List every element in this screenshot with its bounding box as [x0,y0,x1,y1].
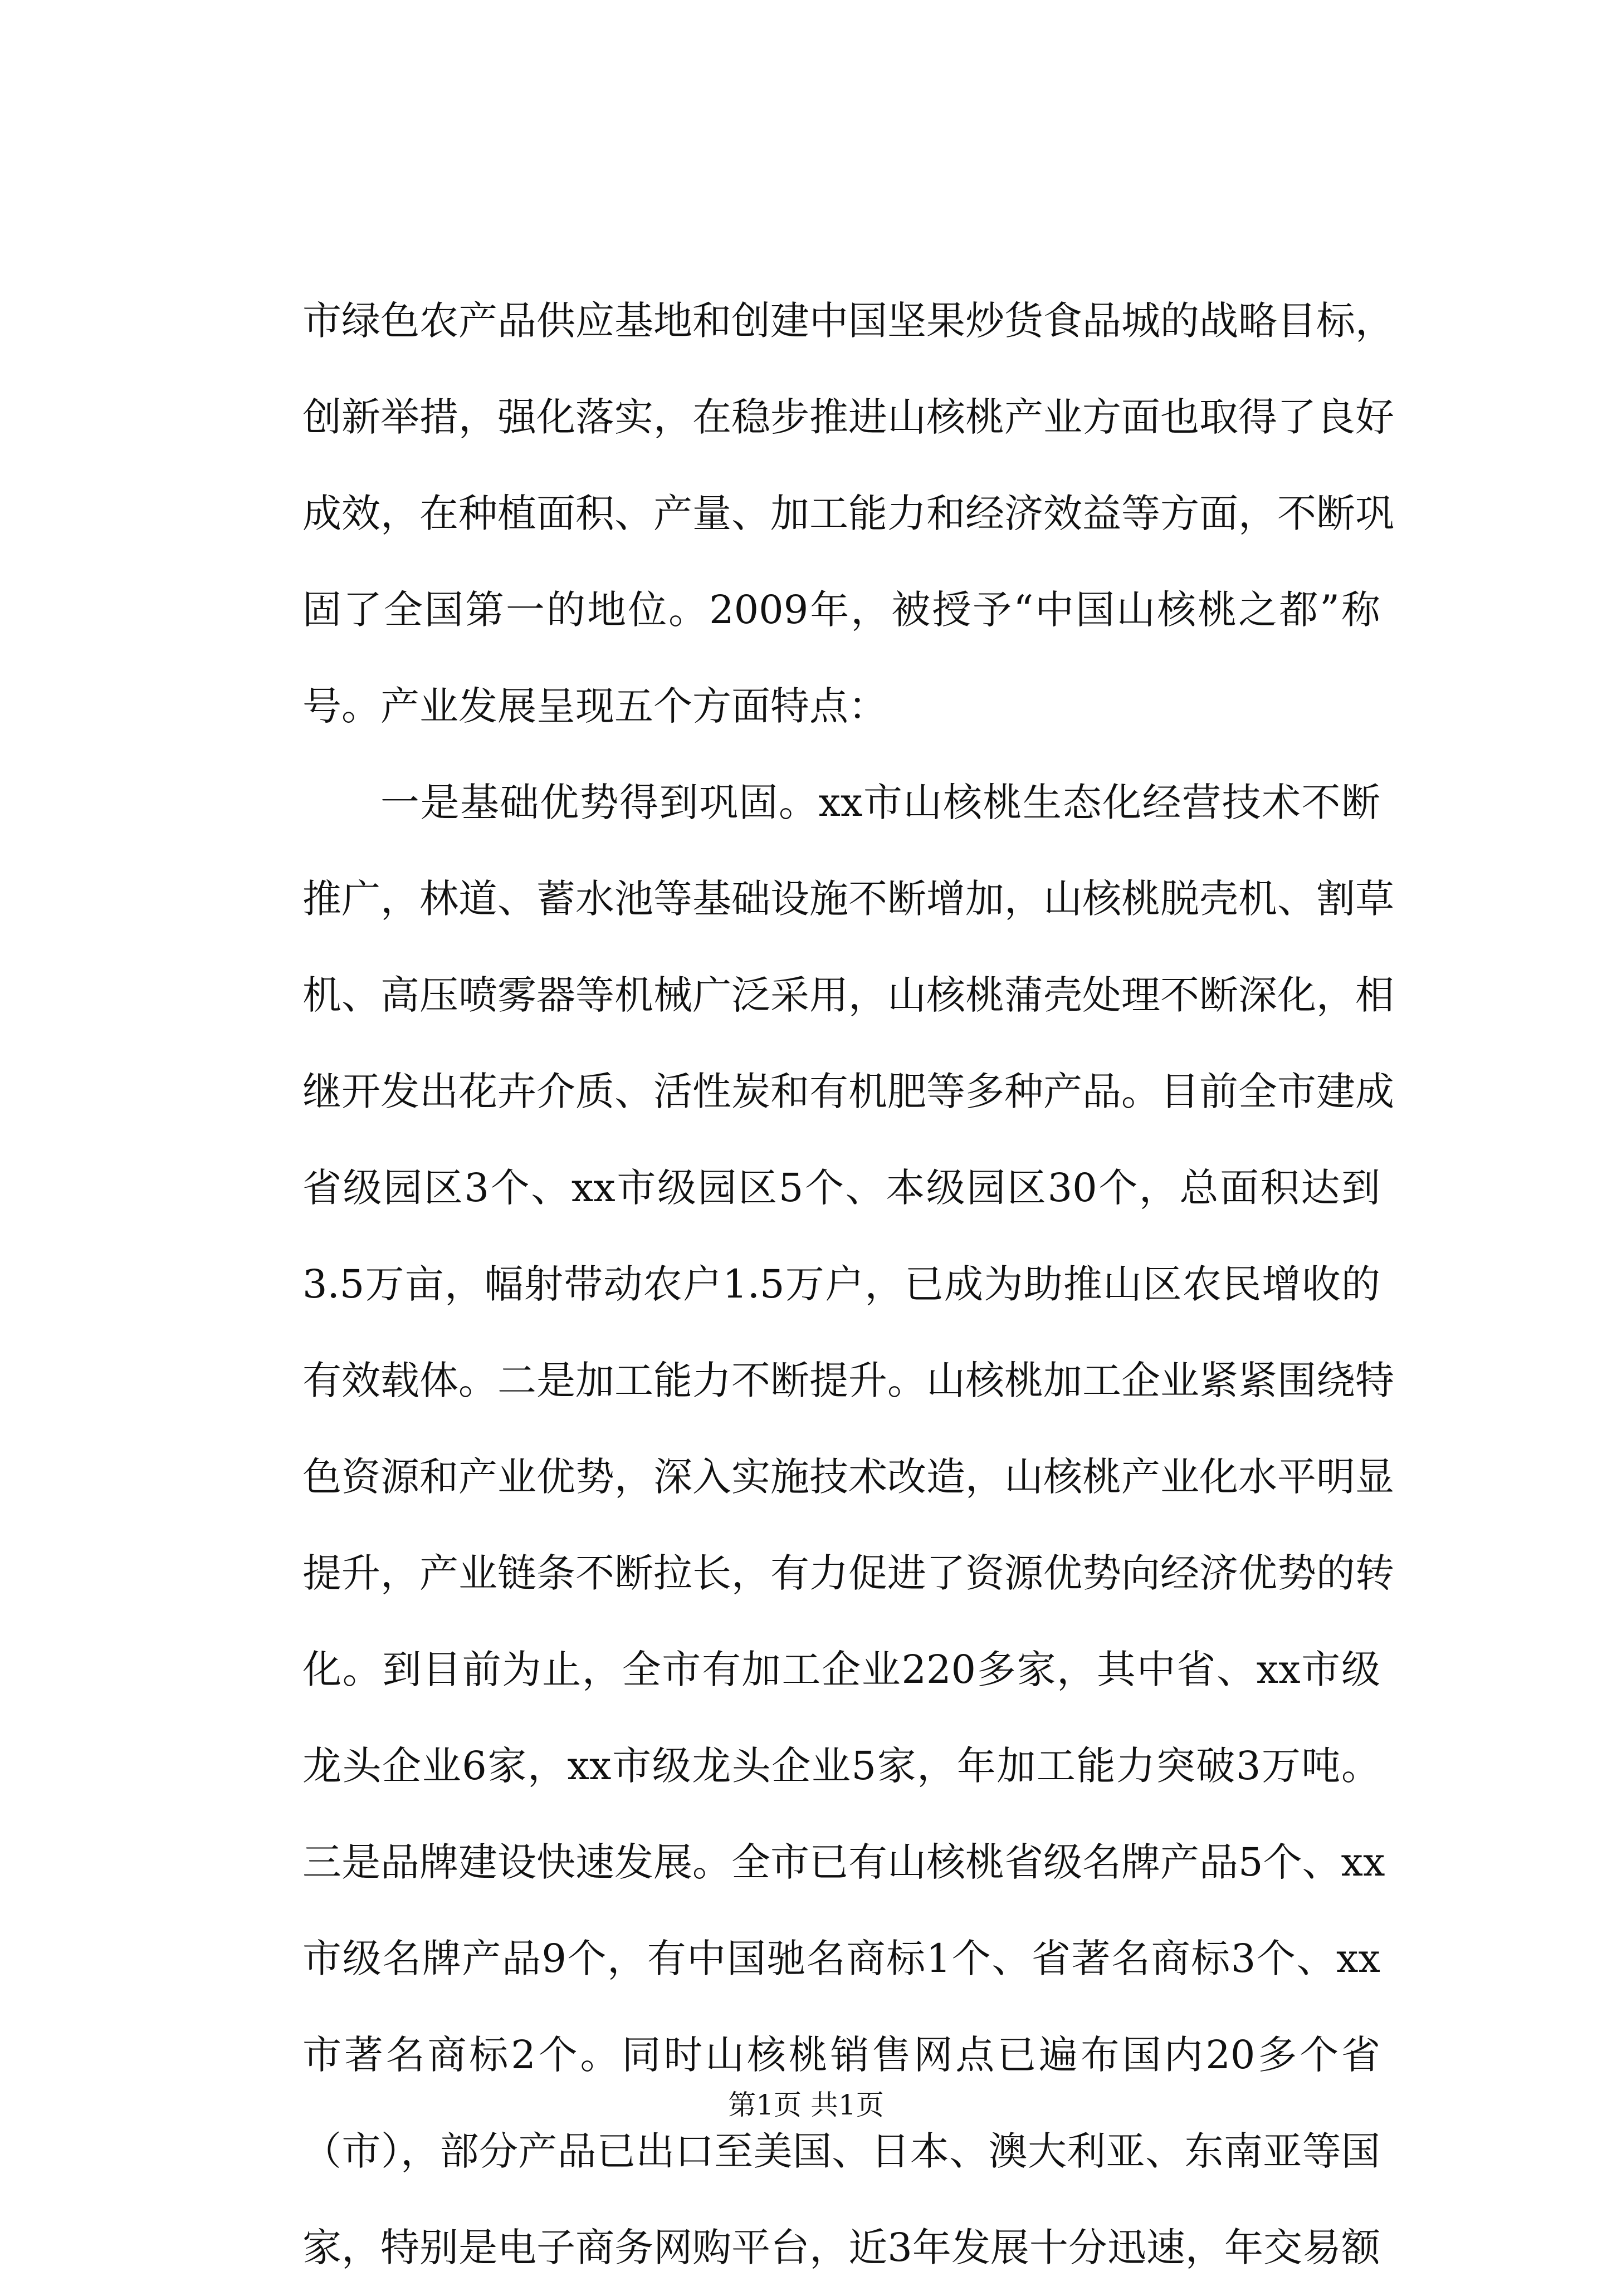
text-line: （市），部分产品已出口至美国、日本、澳大利亚、东南亚等国 [302,2128,1380,2174]
text-line: 家，特别是电子商务网购平台，近3年发展十分迅速，年交易额 [302,2225,1380,2270]
text-line: 市级名牌产品9个，有中国驰名商标1个、省著名商标3个、xx [302,1936,1380,1981]
text-line: 市著名商标2个。同时山核桃销售网点已遍布国内20多个省 [302,2032,1380,2078]
text-line: 机、高压喷雾器等机械广泛采用，山核桃蒲壳处理不断深化，相 [302,972,1394,1018]
text-line: 有效载体。二是加工能力不断提升。山核桃加工企业紧紧围绕特 [302,1358,1394,1403]
text-line: 一是基础优势得到巩固。xx市山核桃生态化经营技术不断 [380,780,1380,825]
text-line: 推广，林道、蓄水池等基础设施不断增加，山核桃脱壳机、割草 [302,876,1394,922]
text-line: 龙头企业6家，xx市级龙头企业5家，年加工能力突破3万吨。 [302,1743,1380,1789]
text-line: 创新举措，强化落实，在稳步推进山核桃产业方面也取得了良好 [302,394,1394,440]
text-line: 色资源和产业优势，深入实施技术改造，山核桃产业化水平明显 [302,1454,1394,1500]
text-line: 三是品牌建设快速发展。全市已有山核桃省级名牌产品5个、xx [302,1839,1385,1885]
page-footer: 第1页 共1页 [728,2089,884,2121]
text-line: 3.5万亩，幅射带动农户1.5万户，已成为助推山区农民增收的 [302,1261,1380,1307]
text-line: 提升，产业链条不断拉长，有力促进了资源优势向经济优势的转 [302,1550,1394,1596]
text-line: 继开发出花卉介质、活性炭和有机肥等多种产品。目前全市建成 [302,1069,1394,1114]
text-line: 化。到目前为止，全市有加工企业220多家，其中省、xx市级 [302,1647,1380,1692]
text-line: 市绿色农产品供应基地和创建中国坚果炒货食品城的战略目标， [302,298,1394,344]
text-line: 号。产业发展呈现五个方面特点： [302,683,887,729]
text-line: 固了全国第一的地位。2009年，被授予“中国山核桃之都”称 [302,587,1380,633]
text-line: 成效，在种植面积、产量、加工能力和经济效益等方面，不断巩 [302,491,1394,536]
text-line: 省级园区3个、xx市级园区5个、本级园区30个，总面积达到 [302,1165,1380,1211]
body-text [302,273,1394,2296]
